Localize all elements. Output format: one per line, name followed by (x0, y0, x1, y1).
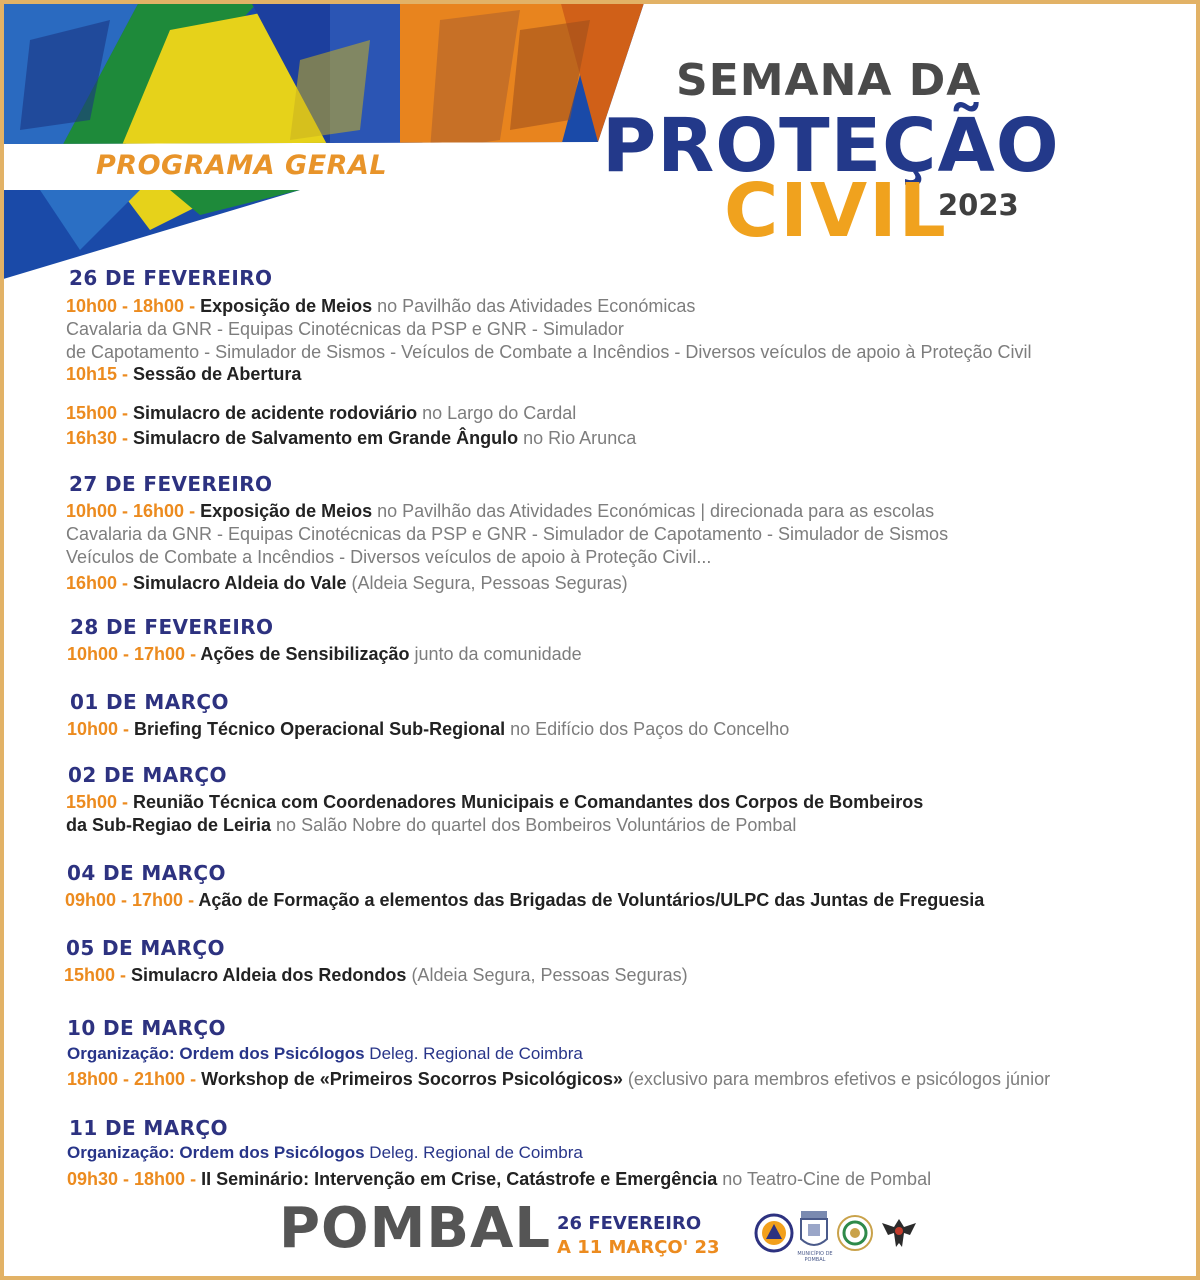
schedule-line (67, 1069, 1050, 1090)
time: 10h00 - 16h00 - (66, 501, 201, 521)
detail: de Capotamento - Simulador de Sismos - Veículos de Combate a Incêndios - Diversos veículos de apoio à Proteção Civil (66, 342, 1032, 362)
day-heading: 28 DE FEVEREIRO (70, 615, 274, 639)
organizer: Organização: Ordem dos Psicólogos (67, 1044, 365, 1063)
schedule-line (66, 547, 711, 568)
event: Ação de Formação a elementos das Brigadas de Voluntários/ULPC das Juntas de Freguesia (198, 890, 985, 910)
event: Reunião Técnica com Coordenadores Municipais e Comandantes dos Corpos de Bombeiros (133, 792, 924, 812)
organizer: Organização: Ordem dos Psicólogos (67, 1143, 365, 1162)
day-heading: 11 DE MARÇO (69, 1116, 228, 1140)
schedule-line (66, 573, 628, 594)
time: 09h00 - 17h00 - (65, 890, 199, 910)
detail: no Pavilhão das Atividades Económicas | direcionada para as escolas (372, 501, 935, 521)
schedule-line (66, 403, 576, 424)
detail: (exclusivo para membros efetivos e psicólogos júnior (622, 1069, 1051, 1089)
time: 10h00 - 18h00 - (66, 296, 201, 316)
detail: (Aldeia Segura, Pessoas Seguras) (346, 573, 628, 593)
event: Exposição de Meios (200, 501, 373, 521)
day-heading: 04 DE MARÇO (67, 861, 226, 885)
event: Simulacro de acidente rodoviário (133, 403, 418, 423)
event: Simulacro Aldeia do Vale (133, 573, 347, 593)
time: 10h15 - (66, 364, 134, 384)
schedule-line (67, 1169, 931, 1190)
schedule-line (66, 296, 695, 317)
footer-date-end: A 11 MARÇO' 23 (557, 1237, 720, 1258)
title-year: 2023 (938, 188, 1019, 222)
schedule-line (64, 965, 688, 986)
detail: no Edifício dos Paços do Concelho (505, 719, 790, 739)
event: da Sub-Regiao de Leiria (66, 815, 272, 835)
time: 18h00 - 21h00 - (67, 1069, 202, 1089)
time: 15h00 - (66, 792, 134, 812)
day-heading: 10 DE MARÇO (67, 1016, 226, 1040)
schedule-line (66, 501, 934, 522)
time: 15h00 - (64, 965, 132, 985)
detail: no Rio Arunca (518, 428, 637, 448)
organizer-detail: Deleg. Regional de Coimbra (364, 1044, 583, 1063)
schedule-line (66, 428, 636, 449)
detail: Cavalaria da GNR - Equipas Cinotécnicas da PSP e GNR - Simulador de Capotamento - Simulador de Sismos (66, 524, 949, 544)
detail: no Salão Nobre do quartel dos Bombeiros Voluntários de Pombal (271, 815, 797, 835)
schedule-line (67, 1143, 583, 1163)
event: Simulacro Aldeia dos Redondos (131, 965, 407, 985)
event: Ações de Sensibilização (200, 644, 410, 664)
organizer-detail: Deleg. Regional de Coimbra (364, 1143, 583, 1162)
title-protecao: PROTEÇÃO (602, 103, 1060, 189)
day-heading: 05 DE MARÇO (66, 936, 225, 960)
detail: no Largo do Cardal (417, 403, 577, 423)
schedule-line (66, 364, 301, 385)
event: II Seminário: Intervenção em Crise, Catástrofe e Emergência (201, 1169, 718, 1189)
time: 15h00 - (66, 403, 134, 423)
civil-protection-emblem-icon (754, 1213, 794, 1253)
schedule-line (66, 815, 796, 836)
programa-geral-label: PROGRAMA GERAL (96, 150, 388, 181)
schedule-line (66, 792, 923, 813)
footer-date-start: 26 FEVEREIRO (557, 1213, 702, 1234)
time: 16h00 - (66, 573, 134, 593)
eagle-crest-icon (878, 1213, 920, 1253)
detail: junto da comunidade (409, 644, 582, 664)
detail: (Aldeia Segura, Pessoas Seguras) (406, 965, 688, 985)
schedule-line (66, 342, 1032, 363)
day-heading: 26 DE FEVEREIRO (69, 266, 273, 290)
schedule-line (66, 524, 948, 545)
logo-caption: MUNICÍPIO DE POMBAL (797, 1251, 833, 1263)
schedule-line (67, 1044, 583, 1064)
cornerstone-emblem-icon (836, 1213, 874, 1253)
day-heading: 27 DE FEVEREIRO (69, 472, 273, 496)
title-semana-da: SEMANA DA (676, 55, 982, 106)
detail: no Pavilhão das Atividades Económicas (372, 296, 696, 316)
header-photo-collage (0, 0, 660, 285)
schedule-line (65, 890, 984, 911)
time: 10h00 - 17h00 - (67, 644, 201, 664)
day-heading: 02 DE MARÇO (68, 763, 227, 787)
schedule-line (67, 644, 582, 665)
detail: Cavalaria da GNR - Equipas Cinotécnicas da PSP e GNR - Simulador (66, 319, 624, 339)
event: Exposição de Meios (200, 296, 373, 316)
schedule-line (66, 319, 624, 340)
detail: no Teatro-Cine de Pombal (717, 1169, 932, 1189)
time: 10h00 - (67, 719, 135, 739)
schedule-line (67, 719, 789, 740)
event: Sessão de Abertura (133, 364, 302, 384)
detail: Veículos de Combate a Incêndios - Diversos veículos de apoio à Proteção Civil... (66, 547, 712, 567)
title-civil: CIVIL (724, 168, 948, 254)
event: Workshop de «Primeiros Socorros Psicológicos» (201, 1069, 623, 1089)
event: Simulacro de Salvamento em Grande Ângulo (133, 428, 519, 448)
day-heading: 01 DE MARÇO (70, 690, 229, 714)
time: 16h30 - (66, 428, 134, 448)
footer-town: POMBAL (279, 1196, 552, 1261)
time: 09h30 - 18h00 - (67, 1169, 202, 1189)
event: Briefing Técnico Operacional Sub-Regional (134, 719, 506, 739)
